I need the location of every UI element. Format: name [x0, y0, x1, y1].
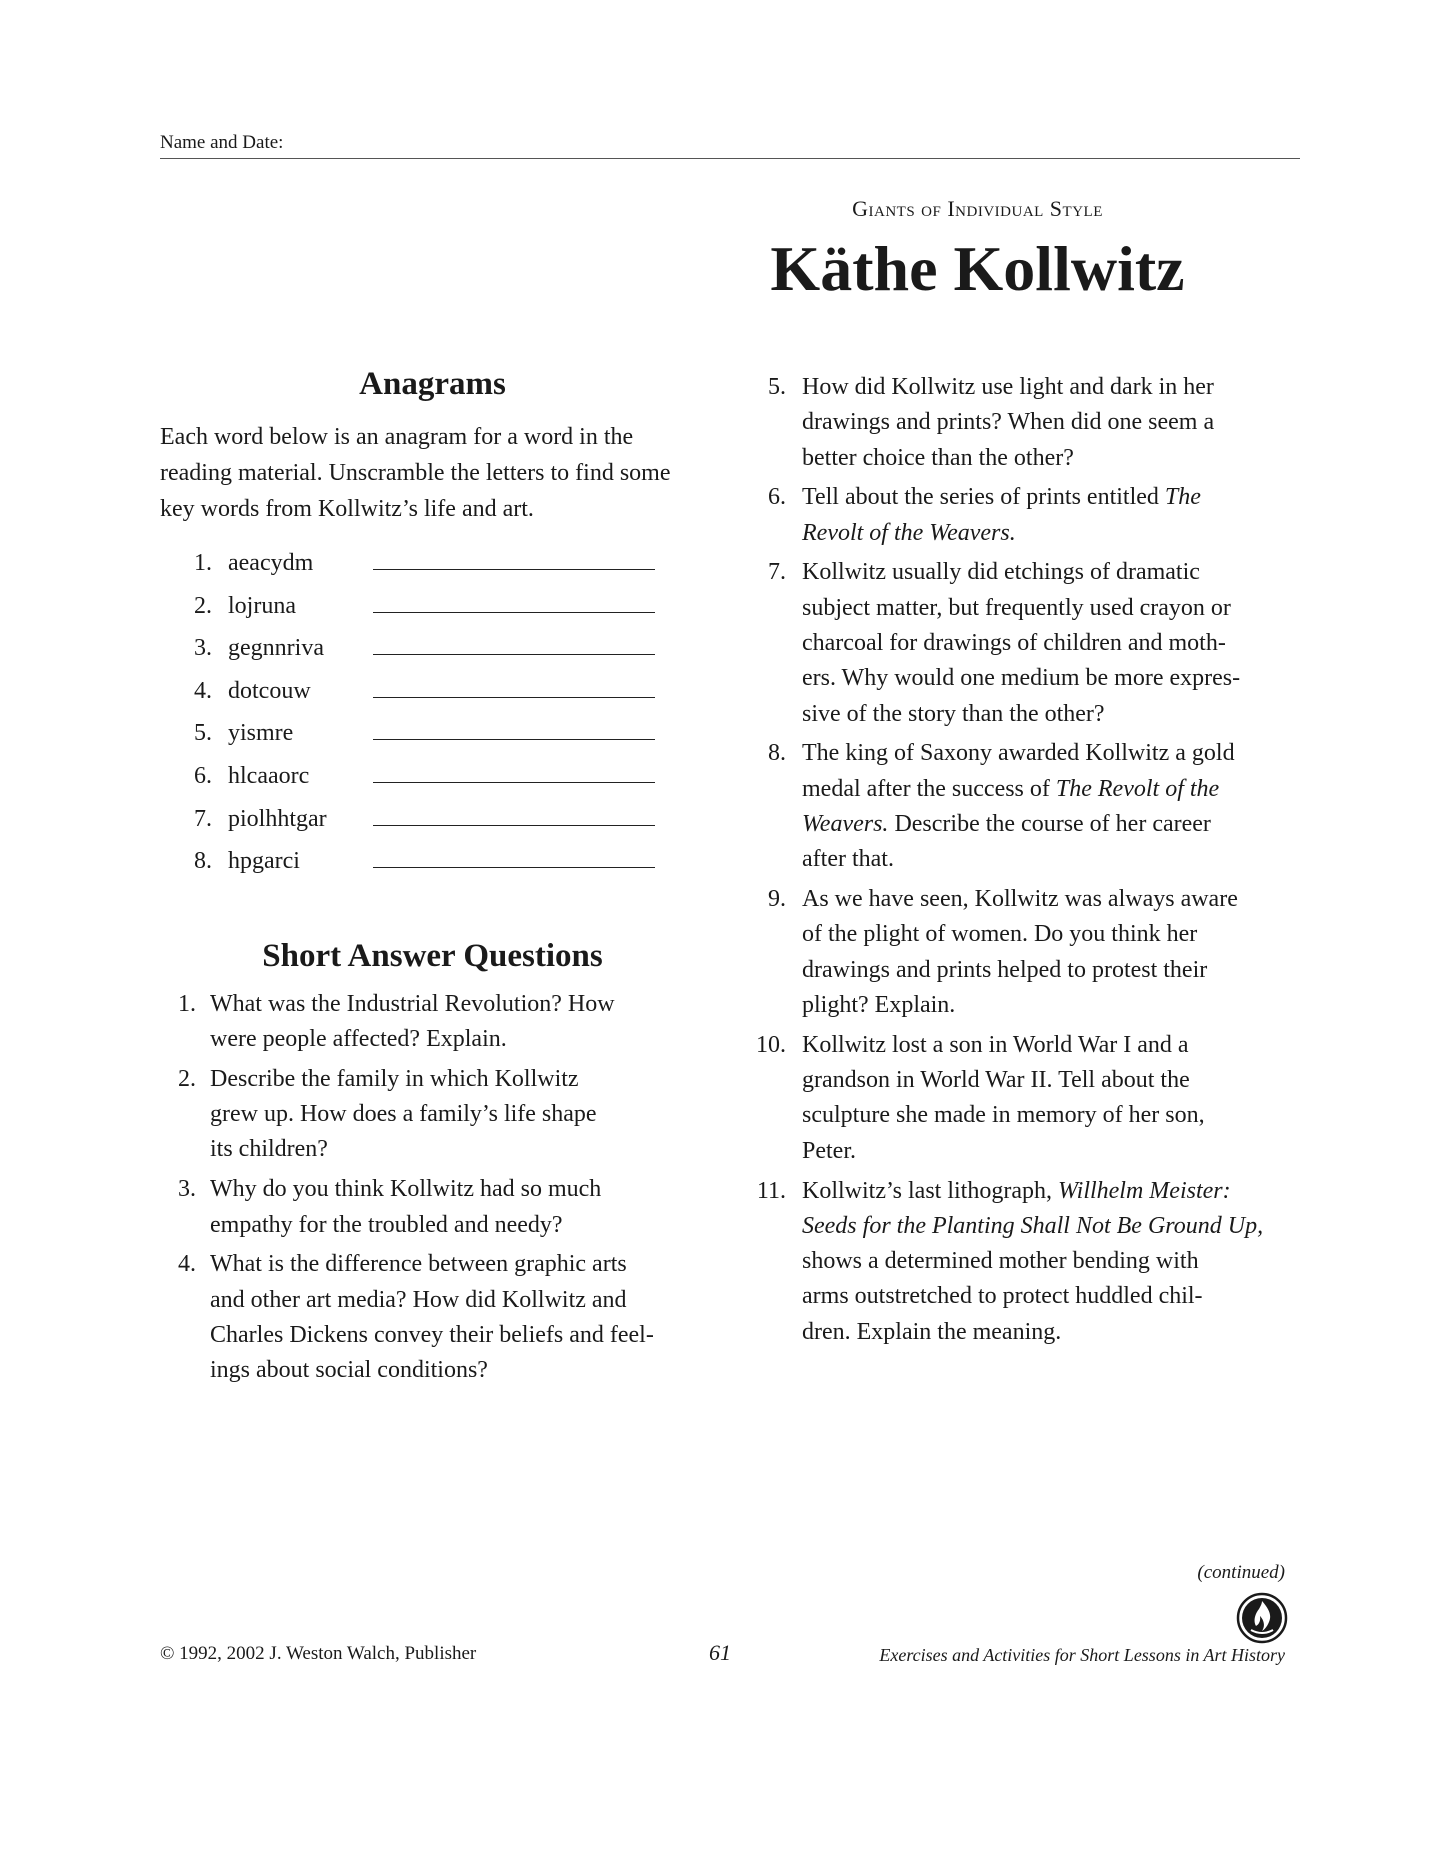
anagram-number: 3.	[194, 635, 212, 662]
continued-note: (continued)	[1197, 1562, 1285, 1583]
question-number: 4.	[178, 1251, 196, 1278]
right-column	[752, 370, 1300, 1355]
anagram-word: yismre	[228, 720, 294, 747]
page-number: 61	[709, 1640, 731, 1665]
question-item	[160, 1172, 705, 1243]
question-text: What was the Industrial Revolution? How were people affected? Explain.	[210, 990, 615, 1053]
question-item	[752, 882, 1300, 1023]
series-title: Giants of Individual Style	[852, 196, 1103, 221]
answer-blank[interactable]	[373, 803, 655, 826]
question-text: Kollwitz usually did etchings of dramatic subject matter, but frequently used crayon or charcoal for drawings of children and moth- ers. Why would one medium be more expres- sive of the story than the other?	[802, 559, 1241, 727]
question-text: Kollwitz’s last lithograph, Willhelm Meister: Seeds for the Planting Shall Not Be Ground Up, shows a determined mother bending with arms outstretched to protect huddled chil- dren. Explain the meaning.	[802, 1177, 1264, 1345]
question-text: What is the difference between graphic arts and other art media? How did Kollwitz and Charles Dickens convey their beliefs and feel- ings about social conditions?	[210, 1251, 654, 1384]
anagrams-heading: Anagrams	[359, 366, 506, 402]
question-list-left	[160, 987, 705, 1389]
question-text: How did Kollwitz use light and dark in her drawings and prints? When did one seem a better choice than the other?	[802, 374, 1215, 471]
answer-blank[interactable]	[373, 760, 655, 783]
question-item	[752, 736, 1300, 877]
question-item	[752, 1028, 1300, 1169]
question-number: 1.	[178, 990, 196, 1017]
anagram-number: 4.	[194, 677, 212, 704]
anagram-word: hpgarci	[228, 848, 300, 875]
anagram-item	[160, 717, 705, 760]
anagram-word: lojruna	[228, 592, 296, 619]
question-text: Why do you think Kollwitz had so much empathy for the troubled and needy?	[210, 1176, 602, 1238]
anagram-number: 6.	[194, 762, 212, 789]
anagram-list	[160, 547, 705, 888]
anagrams-intro: Each word below is an anagram for a word in the reading material. Unscramble the letters to find some key words from Kollwitz’s life and art.	[160, 424, 671, 522]
question-item	[752, 480, 1300, 551]
anagram-item	[160, 760, 705, 803]
left-column	[160, 366, 705, 1393]
anagram-number: 8.	[194, 848, 212, 875]
question-number: 6.	[768, 484, 786, 511]
anagram-item	[160, 632, 705, 675]
question-number: 5.	[768, 374, 786, 400]
flame-logo-icon	[1236, 1592, 1288, 1644]
question-text: The king of Saxony awarded Kollwitz a gold medal after the success of The Revolt of the Weavers. Describe the course of her career after that.	[802, 740, 1235, 873]
anagram-item	[160, 590, 705, 633]
answer-blank[interactable]	[373, 590, 655, 613]
question-number: 2.	[178, 1065, 196, 1092]
anagram-number: 1.	[194, 550, 212, 576]
question-item	[752, 1174, 1300, 1350]
anagram-item	[160, 845, 705, 888]
question-number: 8.	[768, 740, 786, 767]
question-item	[160, 987, 705, 1058]
anagram-word: dotcouw	[228, 677, 311, 704]
page-title: Käthe Kollwitz	[770, 233, 1185, 304]
answer-blank[interactable]	[373, 717, 655, 740]
question-text: As we have seen, Kollwitz was always aware of the plight of women. Do you think her drawings and prints helped to protest their plight? Explain.	[802, 886, 1238, 1019]
anagram-number: 7.	[194, 805, 212, 832]
answer-blank[interactable]	[373, 547, 655, 570]
question-text: Tell about the series of prints entitled The Revolt of the Weavers.	[802, 484, 1201, 546]
question-list-right	[752, 370, 1300, 1350]
question-item	[160, 1062, 705, 1168]
question-number: 10.	[756, 1031, 786, 1058]
anagram-word: gegnnriva	[228, 635, 324, 662]
anagram-number: 2.	[194, 592, 212, 619]
anagram-word: hlcaaorc	[228, 762, 310, 789]
question-item	[752, 555, 1300, 731]
book-title: Exercises and Activities for Short Lessons in Art History	[879, 1645, 1285, 1665]
short-answer-heading: Short Answer Questions	[262, 937, 603, 974]
anagram-word: piolhhtgar	[228, 805, 327, 832]
question-text: Describe the family in which Kollwitz grew up. How does a family’s life shape its children?	[210, 1065, 597, 1163]
question-number: 11.	[756, 1177, 786, 1204]
question-number: 3.	[178, 1176, 196, 1203]
name-and-date-line	[160, 132, 1300, 159]
question-number: 7.	[768, 559, 786, 586]
question-item	[160, 1247, 705, 1388]
name-date-label: Name and Date:	[160, 132, 284, 153]
anagram-word: aeacydm	[228, 550, 314, 576]
answer-blank[interactable]	[373, 632, 655, 655]
answer-blank[interactable]	[373, 845, 655, 868]
anagram-item	[160, 675, 705, 718]
question-text: Kollwitz lost a son in World War I and a grandson in World War II. Tell about the sculpture she made in memory of her son, Peter.	[802, 1031, 1205, 1164]
answer-blank[interactable]	[373, 675, 655, 698]
anagram-number: 5.	[194, 720, 212, 747]
anagram-item	[160, 803, 705, 846]
anagram-item	[160, 547, 705, 590]
copyright: © 1992, 2002 J. Weston Walch, Publisher	[160, 1643, 477, 1664]
question-number: 9.	[768, 886, 786, 913]
question-item	[752, 370, 1300, 476]
